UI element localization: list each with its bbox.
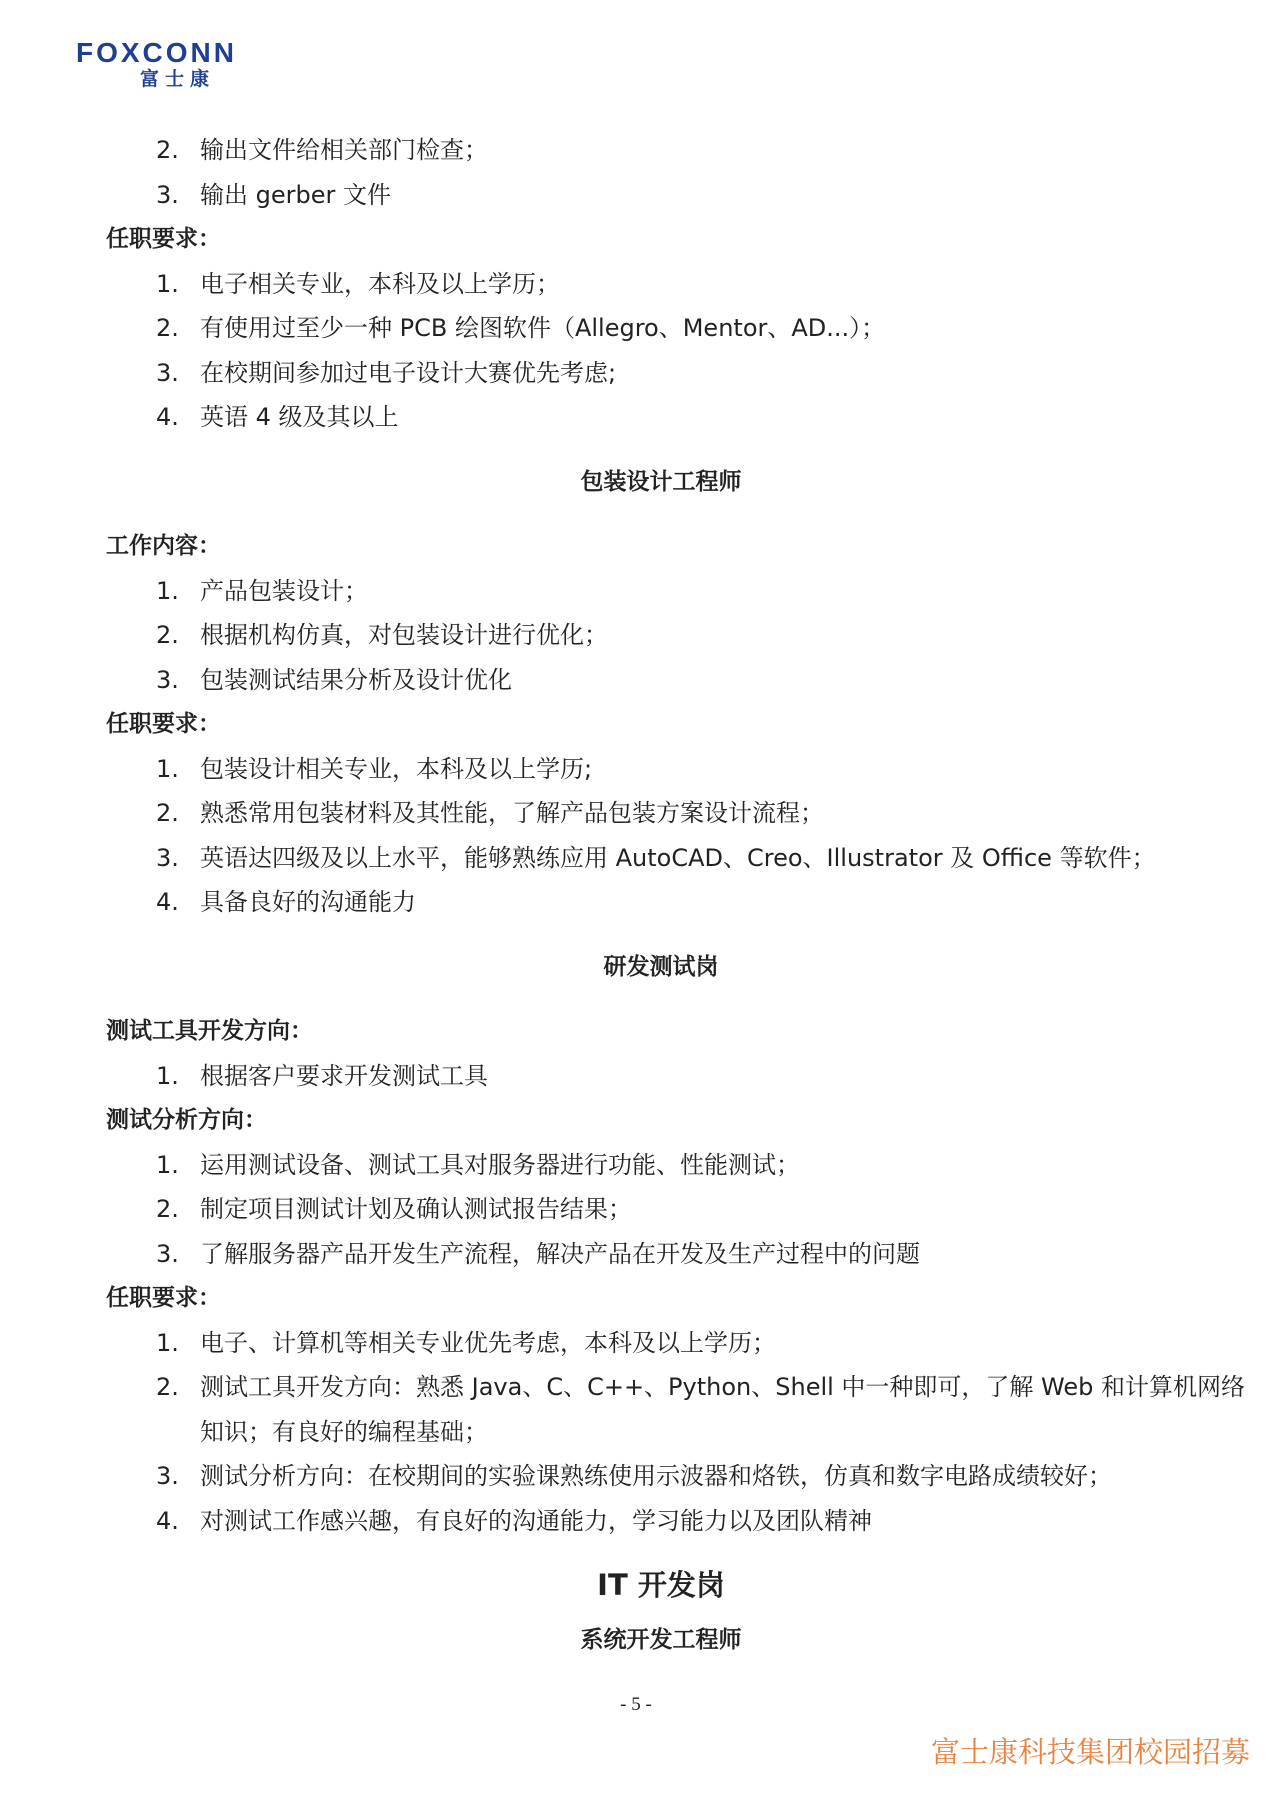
list-item (106, 351, 1216, 396)
foxconn-logo (76, 38, 286, 90)
item-text: 根据客户要求开发测试工具 (200, 1061, 488, 1090)
item-text: 根据机构仿真，对包装设计进行优化； (200, 621, 608, 649)
item-number: 2. (156, 621, 179, 649)
item-number: 2. (156, 1373, 179, 1401)
item-text: 包装设计相关专业，本科及以上学历; (200, 754, 593, 783)
page-number: - 5 - (620, 1694, 652, 1715)
item-text: 具备良好的沟通能力 (200, 888, 416, 916)
list-item (106, 1143, 1216, 1188)
item-text: 运用测试设备、测试工具对服务器进行功能、性能测试； (200, 1150, 800, 1179)
item-text: 对测试工作感兴趣，有良好的沟通能力，学习能力以及团队精神 (200, 1506, 872, 1535)
footer-brand-text: 富士康科技集团校园招募 (930, 1735, 1250, 1769)
list-item (106, 306, 1216, 351)
item-number: 4. (156, 1506, 179, 1535)
item-number: 3. (156, 665, 179, 694)
list-item (106, 173, 1216, 218)
item-number: 1. (156, 1150, 179, 1179)
list-item (106, 880, 1216, 925)
item-text: 测试分析方向：在校期间的实验课熟练使用示波器和烙铁，仿真和数字电路成绩较好； (200, 1462, 1112, 1490)
list-item (106, 569, 1216, 614)
item-number: 3. (156, 180, 179, 209)
item-number: 2. (156, 1195, 179, 1223)
item-number: 2. (156, 799, 179, 827)
item-text: 熟悉常用包装材料及其性能，了解产品包装方案设计流程； (200, 799, 824, 827)
item-number: 1. (156, 269, 179, 298)
item-text: 了解服务器产品开发生产流程，解决产品在开发及生产过程中的问题 (200, 1239, 920, 1268)
item-text: 有使用过至少一种 PCB 绘图软件（Allegro、Mentor、AD...）； (200, 314, 886, 342)
item-number: 4. (156, 403, 179, 431)
item-text: 英语 4 级及其以上 (200, 403, 399, 431)
item-number: 1. (156, 1061, 179, 1090)
item-number: 4. (156, 888, 179, 916)
list-item (106, 747, 1216, 792)
item-number: 2. (156, 314, 179, 342)
job-title: 系统开发工程师 (580, 1626, 742, 1653)
item-text: 输出 gerber 文件 (200, 180, 391, 209)
job-title: 包装设计工程师 (580, 468, 742, 495)
item-text: 英语达四级及以上水平，能够熟练应用 AutoCAD、Creo、Illustrator 及 Office 等软件； (200, 843, 1156, 872)
logo-en: FOXCONN (76, 37, 237, 68)
section-heading: 测试工具开发方向： (106, 1018, 313, 1044)
item-text: 电子相关专业，本科及以上学历； (200, 269, 560, 298)
job-title: 研发测试岗 (603, 953, 719, 980)
item-number: 1. (156, 576, 179, 605)
category-title: IT 开发岗 (597, 1568, 725, 1602)
item-number: 3. (156, 358, 179, 387)
section-heading: 工作内容： (106, 533, 221, 559)
list-item (106, 658, 1216, 703)
list-item (106, 1054, 1216, 1099)
item-number: 1. (156, 1328, 179, 1357)
list-item (106, 128, 1216, 173)
section-heading: 任职要求： (106, 1285, 221, 1311)
item-text: 电子、计算机等相关专业优先考虑，本科及以上学历； (200, 1328, 776, 1357)
item-text: 输出文件给相关部门检查； (200, 136, 488, 164)
section-heading: 测试分析方向： (106, 1107, 267, 1133)
list-item (106, 395, 1216, 440)
item-number: 3. (156, 843, 179, 872)
item-text: 产品包装设计； (200, 576, 368, 605)
list-item (106, 1454, 1216, 1499)
logo-zh: 富士康 (140, 68, 216, 90)
section-heading: 任职要求： (106, 711, 221, 737)
list-item (106, 1365, 1246, 1454)
item-number: 2. (156, 136, 179, 164)
item-number: 1. (156, 754, 179, 783)
list-item (106, 1321, 1216, 1366)
item-text: 制定项目测试计划及确认测试报告结果； (200, 1195, 632, 1223)
list-item (106, 836, 1216, 881)
section-heading: 任职要求： (106, 226, 221, 252)
list-item (106, 1499, 1216, 1544)
list-item (106, 791, 1216, 836)
list-item (106, 1232, 1216, 1277)
item-number: 3. (156, 1239, 179, 1268)
document-body (106, 128, 1246, 1662)
item-number: 3. (156, 1462, 179, 1490)
item-text: 包装测试结果分析及设计优化 (200, 665, 512, 694)
list-item (106, 262, 1216, 307)
item-text: 在校期间参加过电子设计大赛优先考虑; (200, 358, 617, 387)
list-item (106, 1187, 1216, 1232)
item-text: 测试工具开发方向：熟悉 Java、C、C++、Python、Shell 中一种即可，了解 Web 和计算机网络知识；有良好的编程基础； (200, 1373, 1246, 1446)
list-item (106, 613, 1216, 658)
